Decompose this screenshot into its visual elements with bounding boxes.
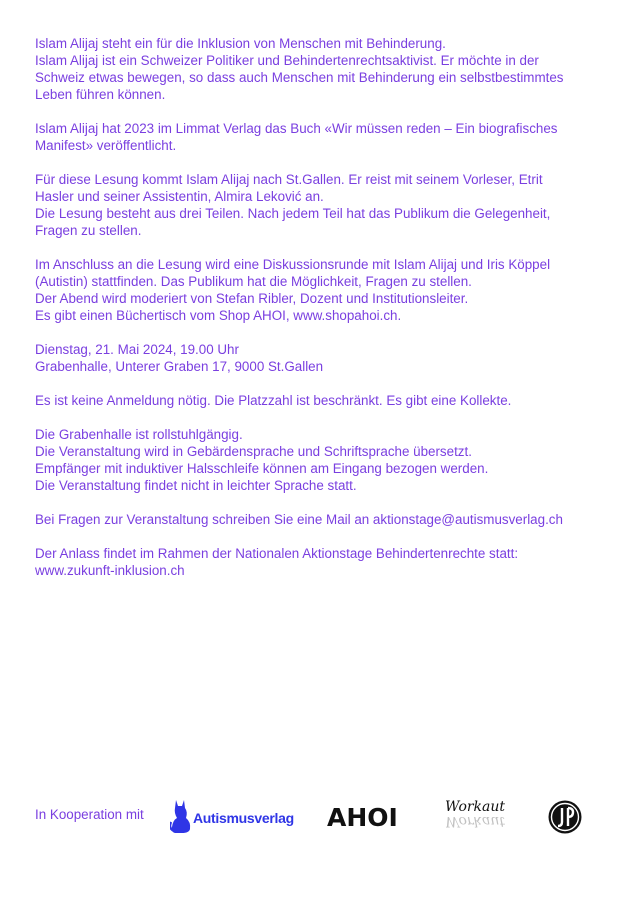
body-text <box>35 35 605 596</box>
ahoi-logo: AHOI <box>327 803 398 832</box>
text-line: Im Anschluss an die Lesung wird eine Diskussionsrunde mit Islam Alijaj und Iris Köppel <box>35 257 551 272</box>
text-line: Es gibt einen Büchertisch vom Shop AHOI, www.shopahoi.ch. <box>35 308 402 323</box>
workaut-reflection: Workaut <box>445 813 506 829</box>
autismusverlag-logo <box>170 798 300 834</box>
text-line: Fragen zu stellen. <box>35 223 142 238</box>
text-line: Grabenhalle, Unterer Graben 17, 9000 St.Gallen <box>35 359 324 374</box>
text-line: www.zukunft-inklusion.ch <box>35 563 185 578</box>
text-line: Der Anlass findet im Rahmen der Nationalen Aktionstage Behindertenrechte statt: <box>35 546 519 561</box>
text-line: Islam Alijaj ist ein Schweizer Politiker und Behindertenrechtsaktivist. Er möchte in der <box>35 53 539 68</box>
text-line: Die Lesung besteht aus drei Teilen. Nach jedem Teil hat das Publikum die Gelegenheit, <box>35 206 551 221</box>
autismusverlag-wordmark: Autismusverlag <box>193 810 294 826</box>
text-line: Empfänger mit induktiver Halsschleife können am Eingang bezogen werden. <box>35 461 489 476</box>
text-line: Die Grabenhalle ist rollstuhlgängig. <box>35 427 243 442</box>
cooperation-label: In Kooperation mit <box>35 807 144 822</box>
workaut-logo <box>445 799 509 835</box>
text-line: Bei Fragen zur Veranstaltung schreiben Sie eine Mail an aktionstage@autismusverlag.ch <box>35 512 563 527</box>
cat-icon <box>170 798 192 834</box>
text-line: Islam Alijaj steht ein für die Inklusion von Menschen mit Behinderung. <box>35 36 446 51</box>
text-line: Die Veranstaltung findet nicht in leichter Sprache statt. <box>35 478 357 493</box>
text-line: Schweiz etwas bewegen, so dass auch Menschen mit Behinderung ein selbstbestimmtes <box>35 70 564 85</box>
paragraph <box>35 120 605 154</box>
paragraph <box>35 256 605 324</box>
workaut-wordmark: Workaut <box>445 799 506 815</box>
paragraph <box>35 341 605 375</box>
text-line: Der Abend wird moderiert von Stefan Ribler, Dozent und Institutionsleiter. <box>35 291 469 306</box>
text-line: Die Veranstaltung wird in Gebärdensprache und Schriftsprache übersetzt. <box>35 444 472 459</box>
text-line: Manifest» veröffentlicht. <box>35 138 177 153</box>
text-line: Für diese Lesung kommt Islam Alijaj nach St.Gallen. Er reist mit seinem Vorleser, Etrit <box>35 172 543 187</box>
paragraph <box>35 545 605 579</box>
cooperation-footer <box>35 796 595 838</box>
paragraph <box>35 392 605 409</box>
text-line: Islam Alijaj hat 2023 im Limmat Verlag das Buch «Wir müssen reden – Ein biografisches <box>35 121 558 136</box>
circular-monogram-logo <box>547 799 583 835</box>
paragraph <box>35 511 605 528</box>
paragraph <box>35 171 605 239</box>
paragraph <box>35 426 605 494</box>
text-line: Dienstag, 21. Mai 2024, 19.00 Uhr <box>35 342 239 357</box>
text-line: Hasler und seiner Assistentin, Almira Leković an. <box>35 189 324 204</box>
text-line: Es ist keine Anmeldung nötig. Die Platzzahl ist beschränkt. Es gibt eine Kollekte. <box>35 393 512 408</box>
text-line: Leben führen können. <box>35 87 166 102</box>
text-line: (Autistin) stattfinden. Das Publikum hat die Möglichkeit, Fragen zu stellen. <box>35 274 472 289</box>
paragraph <box>35 35 605 103</box>
